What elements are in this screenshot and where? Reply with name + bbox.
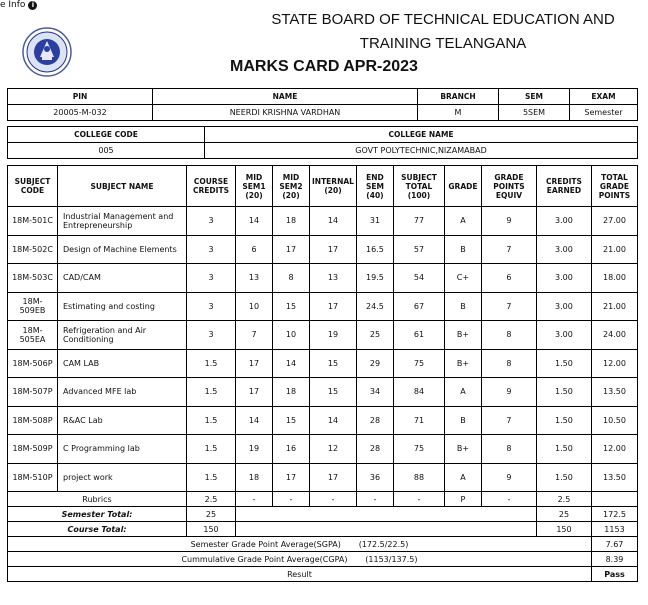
semester-total-earned: 25 — [536, 507, 591, 522]
college-name-value: GOVT POLYTECHNIC,NIZAMABAD — [205, 143, 638, 159]
course-total-row — [8, 522, 638, 537]
pin-header: PIN — [8, 89, 153, 105]
cell-internal: 14 — [310, 406, 357, 435]
cell-course-credits: 3 — [187, 235, 236, 264]
course-total-points: 1153 — [591, 522, 637, 537]
cell-mid-sem2: 15 — [273, 292, 310, 321]
cgpa-value: 8.39 — [591, 552, 637, 567]
rubrics-end: - — [356, 492, 393, 507]
col-mid-sem1: MID SEM1 (20) — [236, 166, 273, 207]
cell-credits-earned: 3.00 — [536, 264, 591, 293]
table-row — [8, 349, 638, 378]
sgpa-label: Semester Grade Point Average(SGPA) — [190, 539, 341, 549]
cell-end-sem: 25 — [356, 321, 393, 350]
cell-subject-code: 18M-506P — [8, 349, 58, 378]
cell-credits-earned: 3.00 — [536, 292, 591, 321]
cell-subject-code: 18M-509P — [8, 435, 58, 464]
college-code-header: COLLEGE CODE — [8, 127, 205, 143]
cell-mid-sem2: 18 — [273, 378, 310, 407]
cell-mid-sem1: 14 — [236, 406, 273, 435]
cell-internal: 17 — [310, 463, 357, 492]
cell-grade-points: 9 — [481, 378, 536, 407]
cell-end-sem: 36 — [356, 463, 393, 492]
cell-credits-earned: 3.00 — [536, 235, 591, 264]
cell-subject-total: 67 — [393, 292, 444, 321]
cell-grade-points: 7 — [481, 406, 536, 435]
top-info — [0, 0, 37, 10]
cell-internal: 17 — [310, 292, 357, 321]
cell-total-grade-points: 12.00 — [591, 349, 637, 378]
cell-mid-sem2: 14 — [273, 349, 310, 378]
sem-value: 5SEM — [499, 105, 570, 121]
cell-grade-points: 7 — [481, 292, 536, 321]
cell-mid-sem1: 18 — [236, 463, 273, 492]
sgpa-label-cell — [8, 537, 592, 552]
cell-subject-code: 18M-501C — [8, 207, 58, 236]
cell-grade: A — [444, 207, 481, 236]
col-internal: INTERNAL (20) — [310, 166, 357, 207]
course-total-credits: 150 — [187, 522, 236, 537]
cgpa-label-cell — [8, 552, 592, 567]
cell-subject-name: Advanced MFE lab — [58, 378, 187, 407]
cell-subject-name: project work — [58, 463, 187, 492]
cell-credits-earned: 1.50 — [536, 435, 591, 464]
rubrics-row — [8, 492, 638, 507]
cell-mid-sem1: 7 — [236, 321, 273, 350]
board-name-line1: STATE BOARD OF TECHNICAL EDUCATION AND — [271, 11, 615, 28]
cell-subject-total: 75 — [393, 435, 444, 464]
cell-grade: A — [444, 463, 481, 492]
cell-credits-earned: 1.50 — [536, 349, 591, 378]
cell-grade-points: 9 — [481, 463, 536, 492]
cell-mid-sem2: 8 — [273, 264, 310, 293]
cell-subject-name: C Programming lab — [58, 435, 187, 464]
sem-header: SEM — [499, 89, 570, 105]
cell-subject-name: Refrigeration and Air Conditioning — [58, 321, 187, 350]
college-info-table — [7, 126, 638, 159]
semester-total-points: 172.5 — [591, 507, 637, 522]
cell-subject-name: Design of Machine Elements — [58, 235, 187, 264]
cell-subject-code: 18M-509EB — [8, 292, 58, 321]
name-header: NAME — [153, 89, 418, 105]
cell-end-sem: 28 — [356, 435, 393, 464]
table-row — [8, 207, 638, 236]
sgpa-formula: (172.5/22.5) — [358, 539, 409, 549]
marks-card-title: MARKS CARD APR-2023 — [230, 58, 418, 75]
cell-grade-points: 6 — [481, 264, 536, 293]
cell-grade: B — [444, 406, 481, 435]
cell-end-sem: 29 — [356, 349, 393, 378]
cell-end-sem: 19.5 — [356, 264, 393, 293]
cell-mid-sem1: 17 — [236, 378, 273, 407]
cell-subject-total: 75 — [393, 349, 444, 378]
table-row — [8, 292, 638, 321]
table-row — [8, 406, 638, 435]
cell-grade-points: 8 — [481, 435, 536, 464]
col-mid-sem2: MID SEM2 (20) — [273, 166, 310, 207]
cell-grade-points: 8 — [481, 349, 536, 378]
table-row — [8, 463, 638, 492]
table-row — [8, 321, 638, 350]
cell-course-credits: 1.5 — [187, 406, 236, 435]
cell-course-credits: 3 — [187, 292, 236, 321]
col-course-credits: COURSE CREDITS — [187, 166, 236, 207]
rubrics-internal: - — [310, 492, 357, 507]
col-end-sem: END SEM (40) — [356, 166, 393, 207]
cell-mid-sem2: 16 — [273, 435, 310, 464]
rubrics-grade-points: - — [481, 492, 536, 507]
cell-credits-earned: 1.50 — [536, 378, 591, 407]
cell-mid-sem1: 14 — [236, 207, 273, 236]
cell-subject-code: 18M-503C — [8, 264, 58, 293]
cell-subject-code: 18M-508P — [8, 406, 58, 435]
cell-subject-total: 88 — [393, 463, 444, 492]
cell-subject-code: 18M-510P — [8, 463, 58, 492]
semester-total-label: Semester Total: — [8, 507, 187, 522]
rubrics-credits: 2.5 — [187, 492, 236, 507]
cell-internal: 15 — [310, 349, 357, 378]
cell-grade-points: 8 — [481, 321, 536, 350]
cell-course-credits: 3 — [187, 264, 236, 293]
cell-end-sem: 24.5 — [356, 292, 393, 321]
result-row — [8, 567, 638, 582]
marks-table — [7, 165, 638, 582]
pin-value: 20005-M-032 — [8, 105, 153, 121]
cell-course-credits: 1.5 — [187, 463, 236, 492]
cell-mid-sem1: 13 — [236, 264, 273, 293]
cell-grade: C+ — [444, 264, 481, 293]
cell-total-grade-points: 10.50 — [591, 406, 637, 435]
rubrics-mid1: - — [236, 492, 273, 507]
cell-total-grade-points: 12.00 — [591, 435, 637, 464]
info-icon[interactable]: i — [28, 1, 37, 10]
course-total-label: Course Total: — [8, 522, 187, 537]
cell-course-credits: 3 — [187, 321, 236, 350]
cell-grade-points: 9 — [481, 207, 536, 236]
rubrics-total: - — [393, 492, 444, 507]
cell-grade: B — [444, 235, 481, 264]
col-subject-name: SUBJECT NAME — [58, 166, 187, 207]
rubrics-credits-earned: 2.5 — [536, 492, 591, 507]
cell-credits-earned: 3.00 — [536, 207, 591, 236]
cell-subject-total: 54 — [393, 264, 444, 293]
cell-end-sem: 34 — [356, 378, 393, 407]
name-value: NEERDI KRISHNA VARDHAN — [153, 105, 418, 121]
cell-subject-code: 18M-502C — [8, 235, 58, 264]
cell-total-grade-points: 24.00 — [591, 321, 637, 350]
cell-grade-points: 7 — [481, 235, 536, 264]
cell-mid-sem2: 15 — [273, 406, 310, 435]
cell-subject-code: 18M-505EA — [8, 321, 58, 350]
branch-value: M — [418, 105, 499, 121]
col-subject-total: SUBJECT TOTAL (100) — [393, 166, 444, 207]
cell-total-grade-points: 18.00 — [591, 264, 637, 293]
cell-grade: B+ — [444, 435, 481, 464]
cell-subject-total: 57 — [393, 235, 444, 264]
cell-internal: 17 — [310, 235, 357, 264]
cell-credits-earned: 1.50 — [536, 463, 591, 492]
cell-subject-code: 18M-507P — [8, 378, 58, 407]
cell-internal: 15 — [310, 378, 357, 407]
col-total-grade-points: TOTAL GRADE POINTS — [591, 166, 637, 207]
exam-header: EXAM — [570, 89, 638, 105]
rubrics-grade: P — [444, 492, 481, 507]
table-row — [8, 378, 638, 407]
branch-header: BRANCH — [418, 89, 499, 105]
cell-grade: B — [444, 292, 481, 321]
cell-subject-name: Estimating and costing — [58, 292, 187, 321]
cgpa-row — [8, 552, 638, 567]
cell-grade: B+ — [444, 321, 481, 350]
cell-subject-name: R&AC Lab — [58, 406, 187, 435]
cell-internal: 13 — [310, 264, 357, 293]
cell-subject-name: Industrial Management and Entrepreneurship — [58, 207, 187, 236]
cgpa-formula: (1153/137.5) — [365, 554, 418, 564]
cell-internal: 12 — [310, 435, 357, 464]
cell-course-credits: 1.5 — [187, 378, 236, 407]
cell-mid-sem1: 19 — [236, 435, 273, 464]
cell-course-credits: 1.5 — [187, 349, 236, 378]
cell-mid-sem2: 17 — [273, 463, 310, 492]
rubrics-label: Rubrics — [8, 492, 187, 507]
cell-grade: B+ — [444, 349, 481, 378]
cell-mid-sem1: 6 — [236, 235, 273, 264]
cell-mid-sem1: 10 — [236, 292, 273, 321]
cell-subject-total: 71 — [393, 406, 444, 435]
cgpa-label: Cummulative Grade Point Average(CGPA) — [181, 554, 348, 564]
cell-end-sem: 31 — [356, 207, 393, 236]
student-info-table — [7, 88, 638, 121]
cell-course-credits: 1.5 — [187, 435, 236, 464]
table-row — [8, 264, 638, 293]
cell-internal: 14 — [310, 207, 357, 236]
cell-subject-name: CAM LAB — [58, 349, 187, 378]
top-info-label: e Info — [0, 0, 26, 10]
rubrics-mid2: - — [273, 492, 310, 507]
semester-total-credits: 25 — [187, 507, 236, 522]
college-code-value: 005 — [8, 143, 205, 159]
cell-total-grade-points: 27.00 — [591, 207, 637, 236]
result-label: Result — [8, 567, 592, 582]
cell-course-credits: 3 — [187, 207, 236, 236]
cell-subject-total: 84 — [393, 378, 444, 407]
table-row — [8, 235, 638, 264]
semester-total-row — [8, 507, 638, 522]
cell-subject-total: 61 — [393, 321, 444, 350]
cell-subject-total: 77 — [393, 207, 444, 236]
cell-total-grade-points: 21.00 — [591, 292, 637, 321]
cell-total-grade-points: 13.50 — [591, 378, 637, 407]
cell-credits-earned: 3.00 — [536, 321, 591, 350]
cell-internal: 19 — [310, 321, 357, 350]
cell-total-grade-points: 21.00 — [591, 235, 637, 264]
result-value: Pass — [591, 567, 637, 582]
col-grade-points: GRADE POINTS EQUIV — [481, 166, 536, 207]
college-name-header: COLLEGE NAME — [205, 127, 638, 143]
cell-credits-earned: 1.50 — [536, 406, 591, 435]
sgpa-row — [8, 537, 638, 552]
col-subject-code: SUBJECT CODE — [8, 166, 58, 207]
col-grade: GRADE — [444, 166, 481, 207]
table-row — [8, 435, 638, 464]
cell-mid-sem1: 17 — [236, 349, 273, 378]
cell-grade: A — [444, 378, 481, 407]
course-total-earned: 150 — [536, 522, 591, 537]
cell-end-sem: 16.5 — [356, 235, 393, 264]
cell-mid-sem2: 18 — [273, 207, 310, 236]
exam-value: Semester — [570, 105, 638, 121]
rubrics-total-points — [591, 492, 637, 507]
board-name-line2: TRAINING TELANGANA — [359, 35, 527, 52]
cell-subject-name: CAD/CAM — [58, 264, 187, 293]
cell-end-sem: 28 — [356, 406, 393, 435]
sgpa-value: 7.67 — [591, 537, 637, 552]
cell-mid-sem2: 17 — [273, 235, 310, 264]
cell-mid-sem2: 10 — [273, 321, 310, 350]
cell-total-grade-points: 13.50 — [591, 463, 637, 492]
col-credits-earned: CREDITS EARNED — [536, 166, 591, 207]
